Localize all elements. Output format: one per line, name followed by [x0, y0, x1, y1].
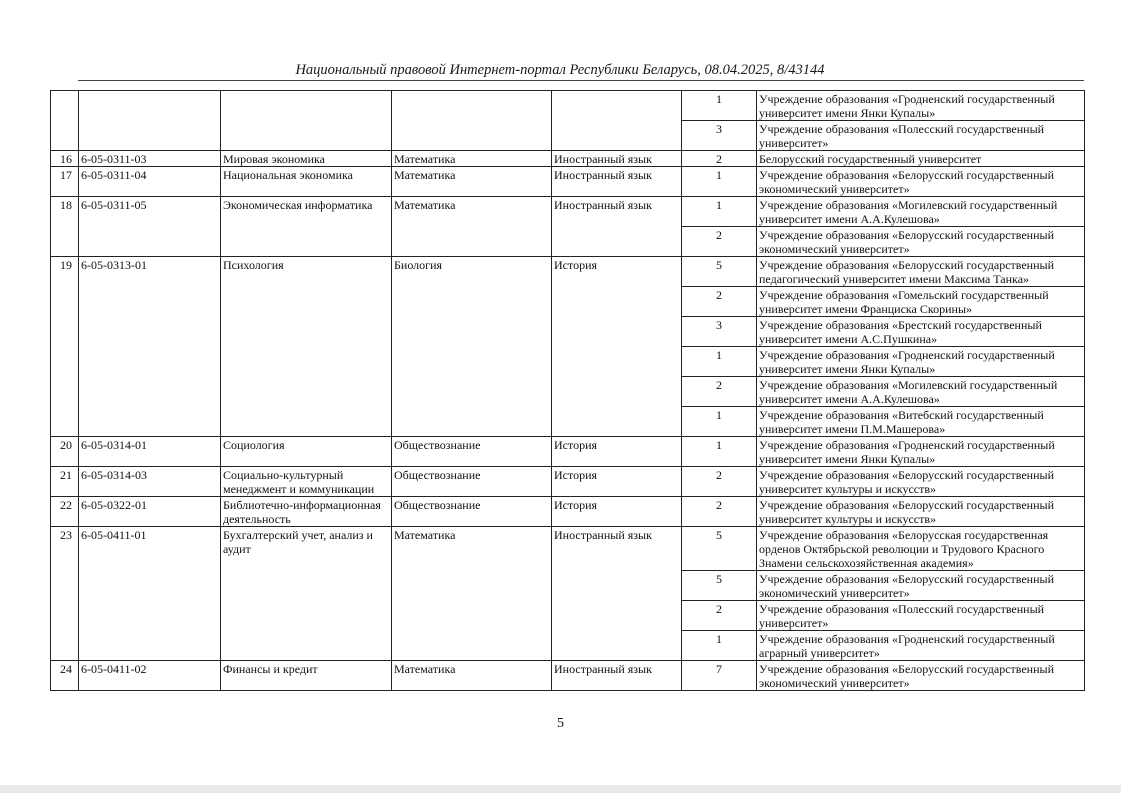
- row-number: [51, 91, 79, 151]
- institution-name: Учреждение образования «Белорусский государственный университет культуры и искусств»: [757, 467, 1085, 497]
- seat-count: 1: [682, 167, 757, 197]
- seat-count: 2: [682, 377, 757, 407]
- exam-subject-2: Иностранный язык: [552, 197, 682, 257]
- exam-subject-1: Математика: [392, 167, 552, 197]
- exam-subject-2: История: [552, 467, 682, 497]
- exam-subject-1: Биология: [392, 257, 552, 437]
- specialty-code: 6-05-0311-05: [79, 197, 221, 257]
- institution-name: Учреждение образования «Полесский государственный университет»: [757, 601, 1085, 631]
- specialty-name: Мировая экономика: [221, 151, 392, 167]
- row-number: 18: [51, 197, 79, 257]
- table-row: [51, 167, 1085, 197]
- page-header: Национальный правовой Интернет-портал Республики Беларусь, 08.04.2025, 8/43144: [295, 62, 825, 78]
- exam-subject-2: История: [552, 437, 682, 467]
- seat-count: 2: [682, 151, 757, 167]
- institution-name: Учреждение образования «Белорусский государственный экономический университет»: [757, 571, 1085, 601]
- seat-count: 3: [682, 317, 757, 347]
- exam-subject-1: Математика: [392, 661, 552, 691]
- institution-name: Учреждение образования «Белорусский государственный экономический университет»: [757, 167, 1085, 197]
- seat-count: 2: [682, 497, 757, 527]
- institution-name: Белорусский государственный университет: [757, 151, 1085, 167]
- exam-subject-2: История: [552, 257, 682, 437]
- exam-subject-1: Обществознание: [392, 467, 552, 497]
- institution-name: Учреждение образования «Витебский государственный университет имени П.М.Машерова»: [757, 407, 1085, 437]
- row-number: 19: [51, 257, 79, 437]
- table-row: [51, 257, 1085, 287]
- row-number: 16: [51, 151, 79, 167]
- seat-count: 1: [682, 347, 757, 377]
- scan-edge: [0, 785, 1121, 793]
- seat-count: 1: [682, 437, 757, 467]
- exam-subject-1: Математика: [392, 151, 552, 167]
- seat-count: 2: [682, 601, 757, 631]
- table-row: [51, 661, 1085, 691]
- institution-name: Учреждение образования «Белорусская государственная орденов Октябрьской революции и Трудового Красного Знамени сельскохозяйственная академия»: [757, 527, 1085, 571]
- institution-name: Учреждение образования «Полесский государственный университет»: [757, 121, 1085, 151]
- table-row: [51, 467, 1085, 497]
- specialty-name: Национальная экономика: [221, 167, 392, 197]
- seat-count: 3: [682, 121, 757, 151]
- exam-subject-2: Иностранный язык: [552, 167, 682, 197]
- seat-count: 5: [682, 257, 757, 287]
- specialty-code: 6-05-0411-01: [79, 527, 221, 661]
- seat-count: 7: [682, 661, 757, 691]
- row-number: 22: [51, 497, 79, 527]
- header-rule: [78, 80, 1084, 81]
- specialty-name: Библиотечно-информационная деятельность: [221, 497, 392, 527]
- specialty-name: [221, 91, 392, 151]
- row-number: 24: [51, 661, 79, 691]
- table-body: [51, 91, 1085, 691]
- institution-name: Учреждение образования «Могилевский государственный университет имени А.А.Кулешова»: [757, 377, 1085, 407]
- seat-count: 5: [682, 527, 757, 571]
- institution-name: Учреждение образования «Гродненский государственный университет имени Янки Купалы»: [757, 91, 1085, 121]
- exam-subject-1: Обществознание: [392, 437, 552, 467]
- exam-subject-1: [392, 91, 552, 151]
- institution-name: Учреждение образования «Белорусский государственный педагогический университет имени Максима Танка»: [757, 257, 1085, 287]
- seat-count: 5: [682, 571, 757, 601]
- exam-subject-2: Иностранный язык: [552, 661, 682, 691]
- specialty-name: Психология: [221, 257, 392, 437]
- specialty-code: 6-05-0311-03: [79, 151, 221, 167]
- exam-subject-2: История: [552, 497, 682, 527]
- institution-name: Учреждение образования «Гомельский государственный университет имени Франциска Скорины»: [757, 287, 1085, 317]
- seat-count: 1: [682, 631, 757, 661]
- document-table: [50, 90, 1085, 691]
- specialty-name: Экономическая информатика: [221, 197, 392, 257]
- table-row: [51, 437, 1085, 467]
- table-row: [51, 527, 1085, 571]
- exam-subject-1: Математика: [392, 197, 552, 257]
- institution-name: Учреждение образования «Белорусский государственный университет культуры и искусств»: [757, 497, 1085, 527]
- specialty-name: Бухгалтерский учет, анализ и аудит: [221, 527, 392, 661]
- exam-subject-2: [552, 91, 682, 151]
- table-row: [51, 497, 1085, 527]
- seat-count: 1: [682, 407, 757, 437]
- specialty-name: Финансы и кредит: [221, 661, 392, 691]
- specialty-code: [79, 91, 221, 151]
- row-number: 21: [51, 467, 79, 497]
- seat-count: 2: [682, 287, 757, 317]
- exam-subject-1: Математика: [392, 527, 552, 661]
- exam-subject-1: Обществознание: [392, 497, 552, 527]
- institution-name: Учреждение образования «Брестский государственный университет имени А.С.Пушкина»: [757, 317, 1085, 347]
- table-row: [51, 197, 1085, 227]
- institution-name: Учреждение образования «Гродненский государственный аграрный университет»: [757, 631, 1085, 661]
- exam-subject-2: Иностранный язык: [552, 527, 682, 661]
- seat-count: 2: [682, 227, 757, 257]
- institution-name: Учреждение образования «Могилевский государственный университет имени А.А.Кулешова»: [757, 197, 1085, 227]
- institution-name: Учреждение образования «Гродненский государственный университет имени Янки Купалы»: [757, 347, 1085, 377]
- seat-count: 1: [682, 91, 757, 121]
- page-number: 5: [557, 716, 564, 731]
- seat-count: 1: [682, 197, 757, 227]
- row-number: 23: [51, 527, 79, 661]
- specialty-code: 6-05-0322-01: [79, 497, 221, 527]
- specialty-code: 6-05-0311-04: [79, 167, 221, 197]
- row-number: 17: [51, 167, 79, 197]
- specialty-code: 6-05-0314-01: [79, 437, 221, 467]
- seat-count: 2: [682, 467, 757, 497]
- specialty-code: 6-05-0313-01: [79, 257, 221, 437]
- specialty-name: Социология: [221, 437, 392, 467]
- institution-name: Учреждение образования «Белорусский государственный экономический университет»: [757, 227, 1085, 257]
- institution-name: Учреждение образования «Белорусский государственный экономический университет»: [757, 661, 1085, 691]
- table-row: [51, 91, 1085, 121]
- specialty-code: 6-05-0314-03: [79, 467, 221, 497]
- table-row: [51, 151, 1085, 167]
- specialty-name: Социально-культурный менеджмент и коммуникации: [221, 467, 392, 497]
- specialty-code: 6-05-0411-02: [79, 661, 221, 691]
- row-number: 20: [51, 437, 79, 467]
- institution-name: Учреждение образования «Гродненский государственный университет имени Янки Купалы»: [757, 437, 1085, 467]
- exam-subject-2: Иностранный язык: [552, 151, 682, 167]
